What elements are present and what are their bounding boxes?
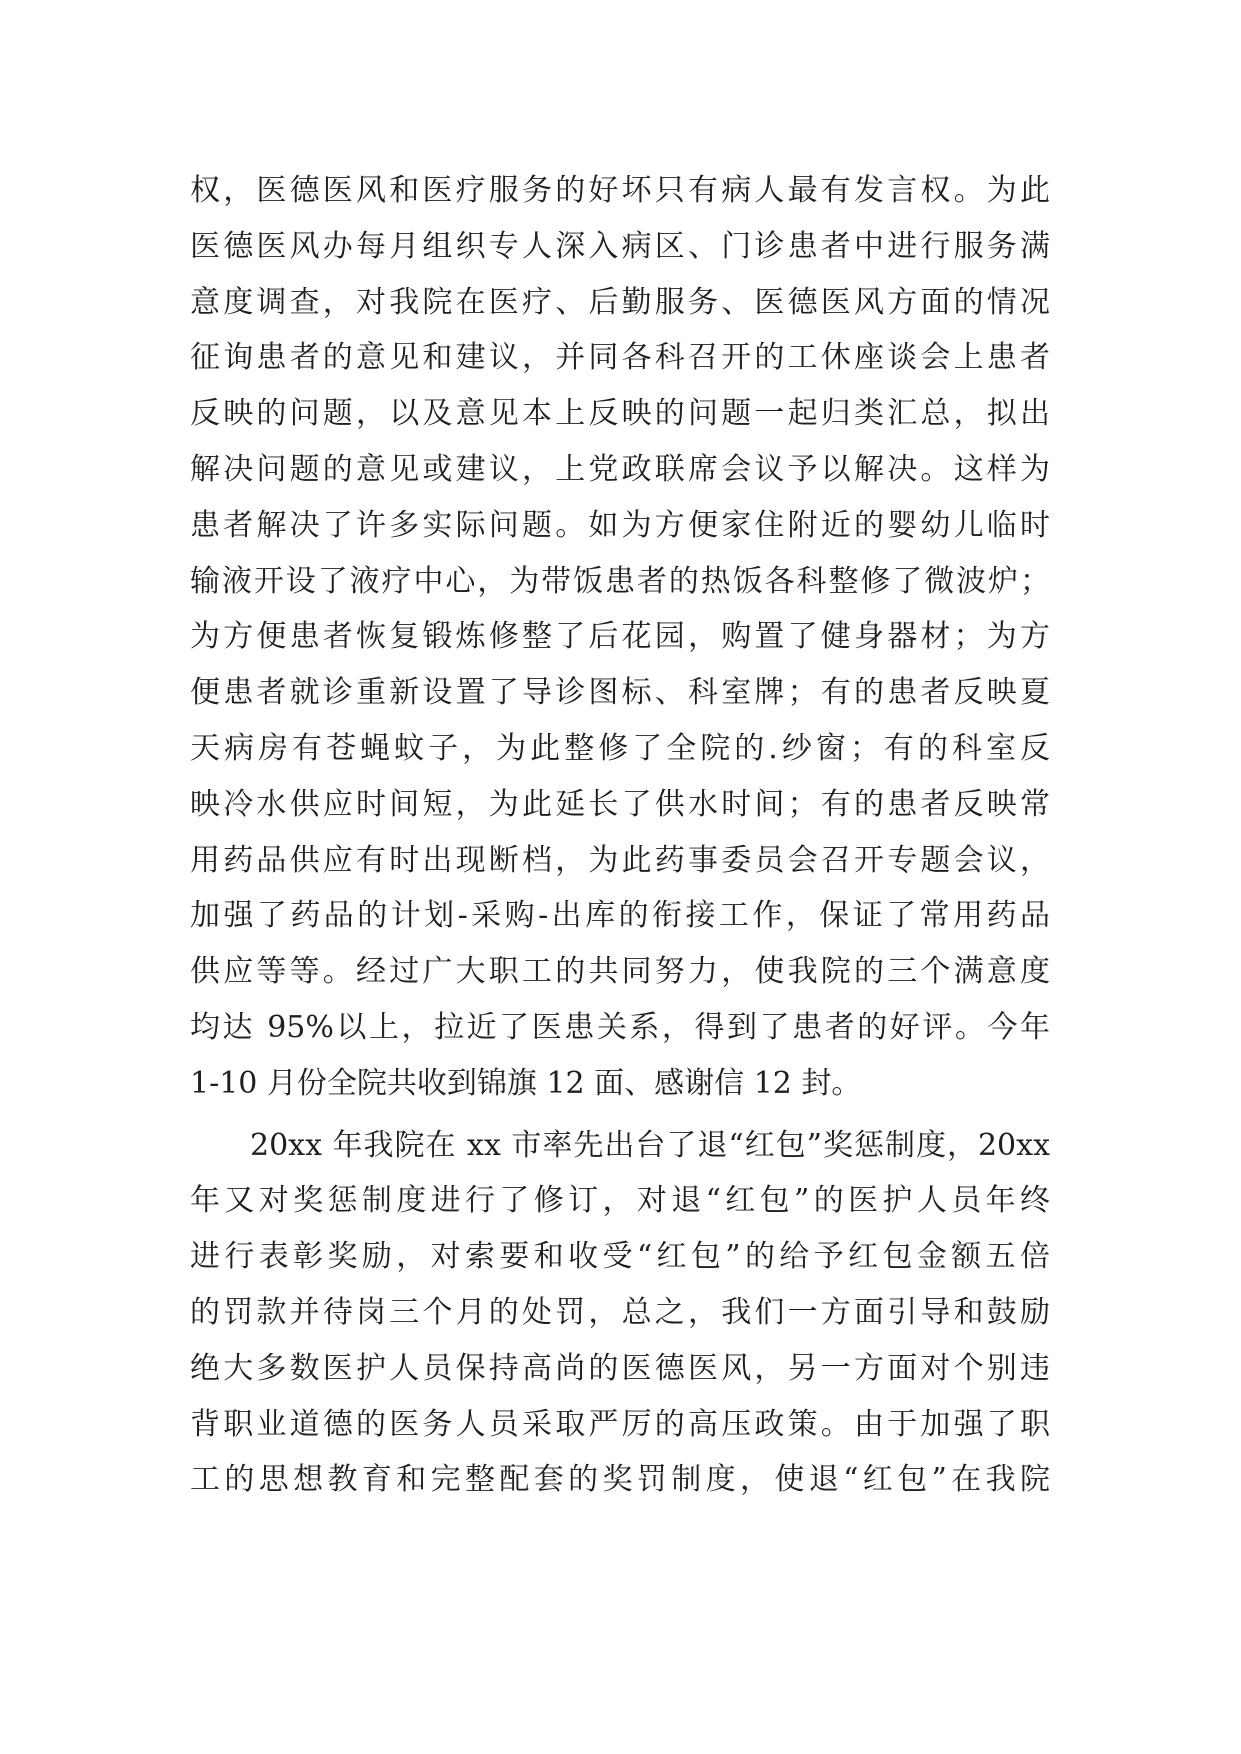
- text-line: 绝大多数医护人员保持高尚的医德医风，另一方面对个别违: [190, 1350, 1050, 1386]
- text-line: 用药品供应有时出现断档，为此药事委员会召开专题会议，: [190, 842, 1050, 878]
- text-line: 加强了药品的计划-采购-出库的衔接工作，保证了常用药品: [190, 898, 1050, 934]
- text-line: 背职业道德的医务人员采取严厉的高压政策。由于加强了职: [190, 1406, 1050, 1442]
- text-line: 工的思想教育和完整配套的奖罚制度，使退“红包”在我院: [190, 1462, 1050, 1498]
- text-line: 天病房有苍蝇蚊子，为此整修了全院的.纱窗；有的科室反: [190, 730, 1050, 766]
- text-line: 的罚款并待岗三个月的处罚，总之，我们一方面引导和鼓励: [190, 1294, 1050, 1330]
- text-line: 反映的问题，以及意见本上反映的问题一起归类汇总，拟出: [190, 396, 1050, 432]
- text-line: 权，医德医风和医疗服务的好坏只有病人最有发言权。为此: [190, 173, 1050, 208]
- text-line: 进行表彰奖励，对索要和收受“红包”的给予红包金额五倍: [190, 1239, 1050, 1275]
- text-line: 供应等等。经过广大职工的共同努力，使我院的三个满意度: [190, 954, 1050, 990]
- text-line: 年又对奖惩制度进行了修订，对退“红包”的医护人员年终: [190, 1183, 1050, 1219]
- text-line: 意度调查，对我院在医疗、后勤服务、医德医风方面的情况: [190, 284, 1050, 320]
- document-body: [190, 163, 1050, 1508]
- paragraph-2: [190, 1118, 1050, 1509]
- text-line: 1-10 月份全院共收到锦旗 12 面、感谢信 12 封。: [190, 1065, 862, 1101]
- text-line: 均达 95%以上，拉近了医患关系，得到了患者的好评。今年: [190, 1009, 1050, 1045]
- text-line: 征询患者的意见和建议，并同各科召开的工休座谈会上患者: [190, 340, 1050, 376]
- text-line: 便患者就诊重新设置了导诊图标、科室牌；有的患者反映夏: [190, 675, 1050, 711]
- text-line: 20xx 年我院在 xx 市率先出台了退“红包”奖惩制度，20xx: [250, 1127, 1050, 1163]
- paragraph-1: [190, 163, 1050, 1112]
- text-line: 为方便患者恢复锻炼修整了后花园，购置了健身器材；为方: [190, 619, 1050, 655]
- text-line: 患者解决了许多实际问题。如为方便家住附近的婴幼儿临时: [190, 507, 1050, 543]
- text-line: 医德医风办每月组织专人深入病区、门诊患者中进行服务满: [190, 228, 1050, 264]
- text-line: 输液开设了液疗中心，为带饭患者的热饭各科整修了微波炉；: [190, 563, 1050, 599]
- text-line: 映冷水供应时间短，为此延长了供水时间；有的患者反映常: [190, 786, 1050, 822]
- text-line: 解决问题的意见或建议，上党政联席会议予以解决。这样为: [190, 451, 1050, 487]
